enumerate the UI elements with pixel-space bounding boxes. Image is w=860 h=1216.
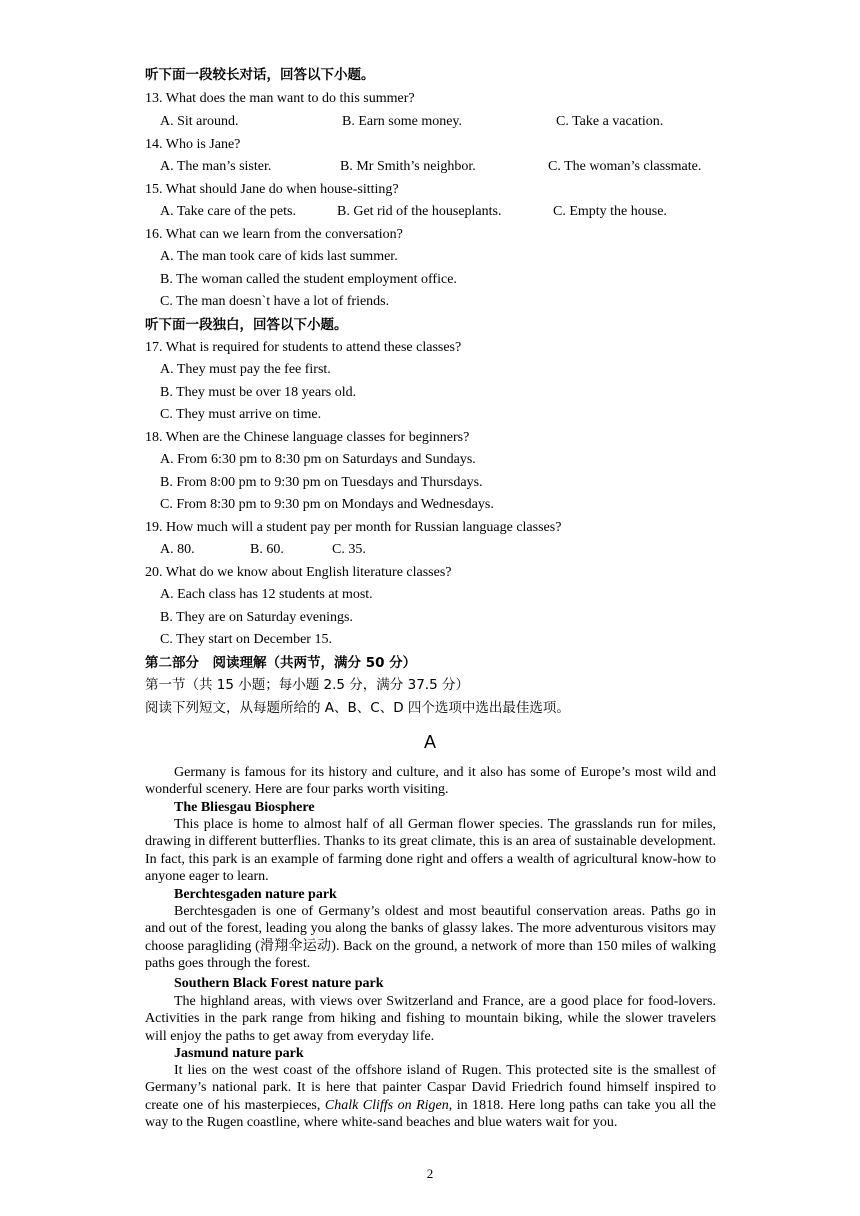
question-18-stem: 18. When are the Chinese language classes for beginners? <box>145 430 470 445</box>
long-dialogue-instruction: 听下面一段较长对话，回答以下小题。 <box>145 67 375 83</box>
reading-instruction: 阅读下列短文，从每题所给的 A、B、C、D 四个选项中选出最佳选项。 <box>145 700 570 716</box>
option-a: A. Take care of the pets. <box>160 204 296 219</box>
section-one-heading: 第一节（共 15 小题；每小题 2.5 分，满分 37.5 分） <box>145 677 469 693</box>
question-17-option-a: A. They must pay the fee first. <box>160 362 331 377</box>
page-number: 2 <box>426 1166 434 1181</box>
option-c: C. 35. <box>332 542 366 557</box>
option-b: B. 60. <box>250 542 284 557</box>
option-c: C. Take a vacation. <box>556 114 664 129</box>
option-b: B. Earn some money. <box>342 114 463 129</box>
park-text-black-forest: The highland areas, with views over Switzerland and France, are a good place for food-lovers. Activities in the park range from hiking and fishing to mountain biking, while the slower travelers will enjoy the paths to get away from everyday life. <box>145 994 716 1044</box>
question-18-option-a: A. From 6:30 pm to 8:30 pm on Saturdays and Sundays. <box>160 452 476 467</box>
question-16-option-a: A. The man took care of kids last summer. <box>160 249 398 264</box>
painting-title: Chalk Cliffs on Rigen <box>324 1097 449 1113</box>
question-17-option-c: C. They must arrive on time. <box>160 407 322 422</box>
question-14-stem: 14. Who is Jane? <box>145 137 241 152</box>
question-18-option-c: C. From 8:30 pm to 9:30 pm on Mondays and Wednesdays. <box>160 497 494 512</box>
park-text-bliesgau: This place is home to almost half of all German flower species. The grasslands run for miles, drawing in different butterflies. Thanks to its great climate, this is an area of sustainable development. In fact, this park is an example of farming done right and offers a wealth of agricultural know-how to anyone eager to learn. <box>145 817 716 884</box>
park-text-jasmund <box>145 1062 716 1131</box>
option-a: A. The man’s sister. <box>160 159 272 174</box>
part-two-heading: 第二部分 阅读理解（共两节，满分 50 分） <box>145 655 417 671</box>
option-b: B. Get rid of the houseplants. <box>337 204 502 219</box>
question-20-option-a: A. Each class has 12 students at most. <box>160 587 373 602</box>
park-title-black-forest: Southern Black Forest nature park <box>174 976 384 991</box>
park-title-berchtesgaden: Berchtesgaden nature park <box>174 887 337 902</box>
option-b: B. Mr Smith’s neighbor. <box>340 159 476 174</box>
question-20-option-c: C. They start on December 15. <box>160 632 332 647</box>
question-17-stem: 17. What is required for students to attend these classes? <box>145 340 462 355</box>
passage-intro: Germany is famous for its history and culture, and it also has some of Europe’s most wild and wonderful scenery. Here are four parks worth visiting. <box>145 765 716 798</box>
question-20-stem: 20. What do we know about English literature classes? <box>145 565 452 580</box>
monologue-instruction: 听下面一段独白，回答以下小题。 <box>145 317 348 333</box>
question-15-stem: 15. What should Jane do when house-sitting? <box>145 182 399 197</box>
park-text-berchtesgaden: Berchtesgaden is one of Germany’s oldest and most beautiful conservation areas. Paths go in and out of the forest, leading you along the banks of glassy lakes. The more adventurous visitors may choose paragliding (滑翔伞运动). Back on the ground, a network of more than 150 miles of walking paths goes through the forest. <box>145 904 716 971</box>
question-16-option-c: C. The man doesn`t have a lot of friends. <box>160 294 390 309</box>
jasmund-text-end: , in 1818. Here long paths can take you all the way to the Rugen coastline, where white-sand beaches and blue waters wait for you. <box>145 1097 716 1130</box>
question-17-option-b: B. They must be over 18 years old. <box>160 385 357 400</box>
option-a: A. Sit around. <box>160 114 239 129</box>
jasmund-text-start: It lies on the west coast of the offshore island of Rugen. This protected site is the smallest of Germany’s national park. It is here that painter Caspar David Friedrich found himself inspired to create one of his masterpieces, <box>145 1063 716 1113</box>
question-18-option-b: B. From 8:00 pm to 9:30 pm on Tuesdays and Thursdays. <box>160 475 483 490</box>
question-13-stem: 13. What does the man want to do this summer? <box>145 91 415 106</box>
option-a: A. 80. <box>160 542 195 557</box>
question-20-option-b: B. They are on Saturday evenings. <box>160 610 353 625</box>
option-c: C. The woman’s classmate. <box>548 159 702 174</box>
park-title-bliesgau: The Bliesgau Biosphere <box>174 800 315 815</box>
question-19-stem: 19. How much will a student pay per month for Russian language classes? <box>145 520 562 535</box>
option-c: C. Empty the house. <box>553 204 667 219</box>
park-title-jasmund: Jasmund nature park <box>174 1046 304 1061</box>
question-16-option-b: B. The woman called the student employment office. <box>160 272 457 287</box>
question-16-stem: 16. What can we learn from the conversation? <box>145 227 403 242</box>
passage-letter: A <box>423 732 436 752</box>
